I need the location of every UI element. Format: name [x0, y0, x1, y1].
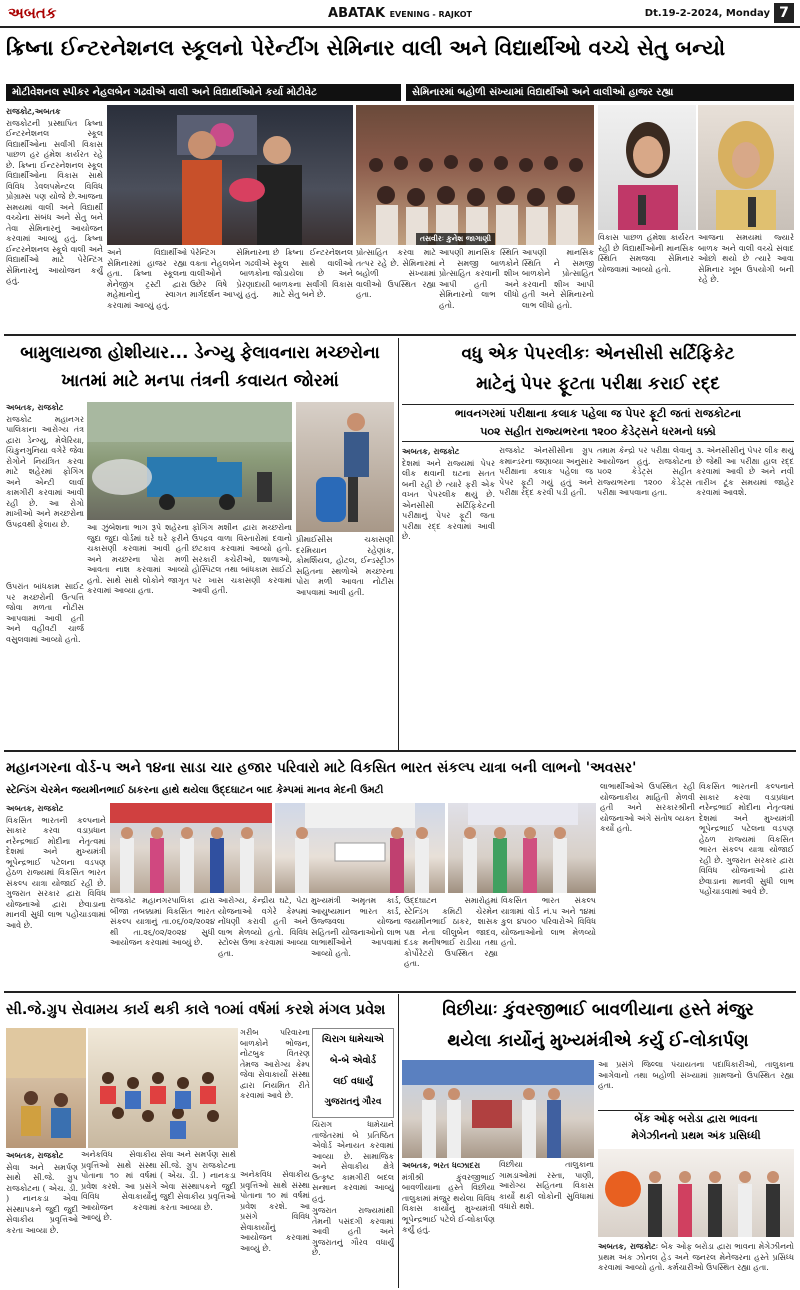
story4-col6: [501, 896, 596, 988]
story4-col2: [110, 896, 215, 988]
story1-col3: [190, 248, 270, 332]
story5-body1: સેવા અને સમર્પણ સાથે સી.જે. ગ્રુપ રાજકોટના ( એચ. ડી. ) નાનકડા એવા સંસ્થાપકને જુદી જુદી સેવાકીય પ્રવૃત્તિઓ કરતા આવ્યા છે.: [6, 1162, 78, 1235]
story3-subhead-line2: ૫૦૨ સહીત રાજ્યભરના ૧૨૦૦ કેડેટ્સને ધરમનો ધક્કો: [480, 425, 716, 438]
story3-col2: [499, 446, 593, 744]
story5-col-top: [240, 1028, 310, 1168]
story6-body2: આ પ્રસંગે જિલ્લા પંચાયતના પદાધિકારીઓ, તાલુકાના આગેવાનો તથા બહોળી સંખ્યામાં ગ્રામજનો ઉપસ્થિત રહ્યા હતા.: [598, 1060, 794, 1090]
story1-col5: [356, 248, 436, 332]
story2-headline-box: [6, 339, 394, 399]
story1-body4: છે ક્રિષ્ના ઈન્ટરનેશનલ સ્કૂલ સાથે વાલીઓ જોડાયેલા છે અને બાળકના સર્વાંગી વિકાસ માટે સેતુ બને છે.: [273, 248, 353, 299]
story1-body2: અને વિદ્યાર્થીઓ સેમિનારમાં હાજર રહ્યા હતા. ક્રિષ્ના સ્કૂલના મેનેજીંગ ટ્રસ્ટી દ્વારા મહેમાનોનું સ્વાગત કરવામાં આવ્યું હતું.: [107, 248, 187, 310]
audience-photo: [356, 105, 594, 245]
cj-group-photo-2: [88, 1028, 238, 1148]
story4-col8: [699, 782, 794, 988]
story1-subhead-right: સેમિનારમાં બહોળી સંખ્યામાં વિદ્યાર્થીઓ અને વાલીઓ હાજર રહ્યા: [406, 84, 794, 101]
story2-body5: પ્રીમાઈસીસ ચકાસણી દરમિયાન રહેણાંક, કોમર્શિયલ, હોટલ, ઈન્ડસ્ટ્રીઝ સહિતના સ્થળોએ મચ્છરના પોરા મળી આવતા નોટીસ આપવામાં આવી હતી.: [296, 535, 394, 597]
award-line3: લઈ વધાર્યું: [333, 1076, 373, 1087]
bank-logo-icon: [605, 1171, 641, 1207]
paper-title: ABATAK: [328, 6, 386, 21]
story4-col1: [6, 803, 106, 988]
story6-body1: મંત્રીશ્રી કુંવરજીભાઈ બાવળીયાના હસ્તે વિછીયા તાલુકામાં મંજુર થયેલા વિવિધ વિકાસ કાર્યોનું મુખ્યમંત્રી ભૂપેન્દ્રભાઈ પટેલે ઈ-લોકાર્પણ કર્યું હતું.: [402, 1172, 495, 1234]
story5-col1: [6, 1150, 78, 1288]
story4-body1: વિકસિત ભારતની કલ્પનાને સાકાર કરવા વડાપ્રધાન નરેન્દ્રભાઈ મોદીના નેતૃત્વમાં દેશમાં અને મુખ્યમંત્રી ભૂપેન્દ્રભાઈ પટેલના વડપણ હેઠળ રાજ્યમાં વિકસિત ભારત સંકલ્પ યાત્રા યોજાઈ રહી છે. ગુજરાત સરકાર દ્વારા વિવિધ યોજનાઓ દ્વારા છેવાડાના માનવી સુધી લાભ પહોંચાડવામાં આવે છે.: [6, 815, 106, 930]
story5-body2: અનેકવિધ સેવાકીય પ્રવૃત્તિઓ સાથે સંસ્થા પોતાના ૧૦ માં વર્ષમાં પ્રવેશ કરશે. આ પ્રસંગે વિવિધ સેવાકાર્યોનું આયોજન કરવામાં આવ્યું છે.: [81, 1150, 157, 1222]
camp-photo-3: [448, 803, 596, 893]
story7-dateline: અબતક, રાજકોટઃ: [598, 1241, 659, 1251]
story2-body2: આ ઝુંબેશના ભાગ રૂપે શહેરના જુદા જુદા વોર્ડમાં ઘરે ઘરે ફરીને ચકાસણી કરવામાં આવી હતી અને મચ્છરના પોરા મળી આવતા નાશ કરવામાં આવ્યો હતો. સાથે સાથે લોકોને જાગૃત કરવામાં આવ્યા હતા.: [87, 523, 189, 595]
story3-body2: રાજકોટ એનસીસીના ગ્રુપ કમાન્ડરના જણાવ્યા અનુસાર પરીક્ષાના કલાક પહેલા જ પેપર ફૂટી ગયું હતું અને પરીક્ષા રદ્દ કરવી પડી હતી.: [499, 446, 593, 497]
story2-body1: રાજકોટ મહાનગર પાલિકાના આરોગ્ય તંત્ર દ્વારા ડેન્ગ્યુ, મેલેરિયા, ચિકુનગુનિયા વગેરે જેવા રોગોને નિયંત્રિત કરવા માટે શહેરમાં ફોગિંગ અને એન્ટી લાર્વા કામગીરી કરવામાં આવી રહી છે. આ રોગો માખીઓ અને મચ્છરોના ઉપદ્રવથી ફેલાય છે.: [6, 414, 84, 529]
story4-body3: આરોગ્ય, કેન્દ્રીય ઘટે, પેટા યોજનાઓ વગેરે કેમ્પમાં નોંધણી કરાવી હતી અને લાભ મેળવ્યો હતો. વિવિધ સ્ટોલ્સ ઉભા કરવામાં આવ્યા હતા.: [218, 896, 308, 958]
story4-col7: [600, 782, 695, 988]
cj-group-2-figures: [88, 1028, 238, 1148]
spraying-worker-figure: [296, 402, 394, 532]
vichhiya-event-photo: [402, 1060, 594, 1158]
story2-body4: ઉપરાંત બાંધકામ સાઈટ પર મચ્છરોની ઉત્પત્તિ જોવા મળતા નોટીસ આપવામાં આવી હતી અને વહીવટી ચાર્જ વસુલવામાં આવ્યો હતો.: [6, 582, 84, 644]
story5-dateline: અબતક, રાજકોટ: [6, 1150, 64, 1160]
story4-col3: [218, 896, 308, 988]
story3-body3: તમામ કેન્દ્રો પર પરીક્ષા લેવાનું આયોજન હતું. રાજકોટના ૫૦૨ કેડેટ્સ સહીત રાજ્યભરના ૧૨૦૦ કેડેટ્સ પરીક્ષા આપવાના હતા.: [597, 446, 692, 497]
story1-dateline: રાજકોટ,અબતક: [6, 106, 61, 116]
story4-body7: લાભાર્થીઓએ ઉપસ્થિત રહી યોજનાકીય માહિતી મેળવી હતી અને સરકારશ્રીની યોજનાઓ અંગે સંતોષ વ્યક્ત કર્યો હતો.: [600, 782, 695, 833]
story4-body1b: વિકસિત ભારતની કલ્પનાને સાકાર કરવા વડાપ્રધાન નરેન્દ્રભાઈ મોદીના નેતૃત્વમાં દેશમાં અને મુખ્યમંત્રી ભૂપેન્દ્રભાઈ પટેલના વડપણ હેઠળ રાજ્યમાં વિકસિત ભારત સંકલ્પ યાત્રા યોજાઈ રહી છે. ગુજરાત સરકાર દ્વારા વિવિધ યોજનાઓ દ્વારા છેવાડાના માનવી સુધી લાભ પહોંચાડવામાં આવે છે.: [699, 782, 794, 896]
story2-headline-line2: ખાતમાં માટે મનપા તંત્રની કવાયત જોરમાં: [61, 371, 339, 391]
story6-headline-line2: થયેલા કાર્યોનું મુખ્યમંત્રીએ કર્યુ ઈ-લોકાર્પણ: [447, 1031, 749, 1051]
story6-headline-line1: વિછીયાઃ કુંવરજીભાઈ બાવળીયાના હસ્તે મંજુર: [442, 1000, 754, 1020]
story1-col1: [6, 106, 103, 332]
story1-body6: આપણી માનસિક સ્થિતિ ને સમજી બાળકોને પ્રોત્સાહિત કરવાની શીખ આપી હતી અને સેમિનારનો લાભ લીધો હતો.: [439, 248, 519, 310]
camp-photo-1: [110, 803, 272, 893]
story2-body3: ફોગિંગ મશીન દ્વારા મચ્છરોના ઉપદ્રવ વાળા વિસ્તારોમાં દવાનો છંટકાવ કરવામાં આવ્યો હતો. સરકારી કચેરીઓ, શાળાઓ, હોસ્પિટલ તથા બાંધકામ સાઈટો પર ખાસ ચકાસણી કરવામાં આવી હતી.: [192, 523, 292, 595]
story3-headline-line1: વધુ એક પેપરલીકઃ એનસીસી સર્ટિફિકેટ: [461, 344, 735, 364]
story5-col2: [81, 1150, 157, 1288]
story5-body4: ચિરાગ ધામેચાને તાજેતરમાં બે પ્રતિષ્ઠિત એવોર્ડ એનાયત કરવામાં આવ્યા છે. સામાજિક અને સેવાકીય ક્ષેત્રે ઉત્કૃષ્ટ કામગીરી બદલ સન્માન કરવામાં આવ્યું હતું.: [312, 1120, 394, 1203]
story1-col7: [522, 248, 594, 332]
story3-subhead-box: [402, 404, 794, 442]
story1-col4: [273, 248, 353, 332]
seminar-stage-photo: [107, 105, 353, 245]
fogging-truck-scene: [87, 402, 292, 520]
camp-photo-2: [275, 803, 445, 893]
story1-col8: [598, 233, 694, 332]
story7-headline-line1: બેંક ઓફ બરોડા દ્વારા ભાવના: [634, 1113, 758, 1125]
story3-dateline: અબતક, રાજકોટ: [402, 446, 460, 456]
story5-body1b: સેવા અને સમર્પણ સાથે સી.જે. ગ્રુપ રાજકોટના ( એચ. ડી. ) નાનકડા એવા સંસ્થાપકને જુદી જુદી સેવાકીય પ્રવૃત્તિઓ કરતા આવ્યા છે.: [160, 1150, 236, 1212]
spraying-worker-photo: [296, 402, 394, 532]
story3-headline-line2: માટેનું પેપર ફૂટતા પરીક્ષા કરાઈ રદ્દ: [476, 374, 720, 394]
story4-body2: રાજકોટ મહાનગરપાલિકા દ્વારા બીજા તબક્કામાં વિકસિત ભારત સંકલ્પ યાત્રાનું તા.૦૬/૦૨/૨૦૨૪ થી તા.૨૬/૦૨/૨૦૨૪ સુધી આયોજન કરવામાં આવ્યું છે.: [110, 896, 215, 947]
story2-col1b: [6, 582, 84, 742]
camp-1-figures: [110, 803, 272, 893]
story1-body6b: આપણી માનસિક સ્થિતિ ને સમજી બાળકોને પ્રોત્સાહિત કરવાની શીખ આપી હતી અને સેમિનારનો લાભ લીધો હતો.: [522, 248, 594, 310]
story4-body4: મુખ્યમંત્રી અમૃતમ કાર્ડ, આયુષ્યમાન ભારત કાર્ડ, ઉજ્જવલા યોજના સહિતની યોજનાઓનો લાભ લાભાર્થીઓને આપવામાં આવ્યો હતો.: [311, 896, 401, 958]
story5-headline: સી.જે.ગ્રુપ સેવામય કાર્ય થકી કાલે ૧૦માં વર્ષમાં કરશે મંગલ પ્રવેશ: [6, 1002, 386, 1018]
award-line2: બે-બે એવોર્ડ: [329, 1055, 377, 1066]
story3-col4: [696, 446, 794, 744]
story5-col4: [240, 1170, 310, 1288]
story5-col3: [160, 1150, 236, 1288]
story7-body1: બેંક ઓફ બરોડા દ્વારા ભાવના મેગેઝીનનો પ્રથમ અંક ઝોનલ હેડ અને જનરલ મેનેજરના હસ્તે પ્રસિધ્ધ કરવામાં આવ્યો હતો. કર્મચારીઓ ઉપસ્થિત રહ્યા હતા.: [598, 1242, 794, 1272]
story1-body8: આજના સમયમાં જ્યારે બાળક અને વાલી વચ્ચે સંવાદ ઓછો થયો છે ત્યારે આવા સેમિનાર ખૂબ ઉપયોગી બની રહે છે.: [698, 233, 794, 284]
story4-body6: વિકસિત ભારત સંકલ્પ યાત્રામાં વોર્ડ નં.૫ અને ૧૪માં કુલ ૪૫૦૦ પરિવારોએ વિવિધ યોજનાઓનો લાભ મેળવ્યો હતો.: [501, 896, 596, 947]
story2-col2: [87, 523, 189, 743]
story6-body3: વિછીયા તાલુકાના ગામડાઓમાં રસ્તા, પાણી, આરોગ્ય સહિતના વિકાસ કાર્યો થકી લોકોની સુવિધામાં વધારો થશે.: [499, 1160, 594, 1211]
audience-crowd: [356, 105, 594, 245]
story7-headline-line2: મેગેઝીનનો પ્રથમ અંક પ્રસિધ્ધી: [631, 1130, 761, 1142]
story1-headline: ક્રિષ્ના ઈન્ટરનેશનલ સ્કૂલનો પેરેન્ટીંગ સેમિનાર વાલી અને વિદ્યાર્થીઓ વચ્ચે સેતુ બન્યો: [6, 36, 726, 60]
story4-col5: [404, 896, 498, 988]
camp-3-figures: [448, 803, 596, 893]
story1-col2: [107, 248, 187, 332]
divider-1: [4, 334, 796, 336]
bank-of-baroda-scene: [598, 1149, 794, 1237]
divider-4: [4, 991, 796, 993]
bank-of-baroda-photo: [598, 1149, 794, 1237]
story6-col1: [402, 1160, 495, 1288]
story6-col2: [499, 1160, 594, 1288]
award-box: [312, 1028, 394, 1118]
speaker-photo-1: [598, 105, 696, 230]
story6-dateline: અબતક, ભરત ધવ્ઝાદરા: [402, 1160, 481, 1170]
masthead: [0, 0, 800, 28]
story1-body5: પ્રોત્સાહિત કરવા માટે તત્પર રહે છે. સેમિનારમાં બહોળી સંખ્યામાં વાલીઓ ઉપસ્થિત રહ્યા હતા.: [356, 248, 436, 299]
fogging-photo: [87, 402, 292, 520]
story1-body3: પેરેન્ટિંગ સેમિનારના વક્તા નેહલબેન ગઢવીએ વાલીઓને બાળકોના ઉછેર વિષે પ્રેરણાદાયી માર્ગદર્શન આપ્યું હતું.: [190, 248, 270, 299]
story7-text: [598, 1241, 794, 1289]
story1-col6: [439, 248, 519, 332]
story6-headline-box: [402, 995, 794, 1057]
cj-group-photo-1: [6, 1028, 86, 1148]
story6-col-right: [598, 1060, 794, 1108]
vertical-divider-5: [398, 994, 399, 1288]
story3-subhead-line1: ભાવનગરમાં પરીક્ષાના કલાક પહેલા જ પેપર ફૂટી જતાં રાજકોટના: [454, 407, 742, 420]
newspaper-logo: અબતક: [8, 4, 57, 22]
story1-subhead-left: મોટીવેશનલ સ્પીકર નેહલબેન ગઢવીએ વાલી અને વિદ્યાર્થીઓને કર્યા મોટીવેટ: [6, 84, 401, 101]
cj-group-1-figures: [6, 1028, 86, 1148]
story4-subhead: સ્ટેન્ડિંગ ચેરમેન જયમીનભાઈ ઠાકરના હાથે થયેલા ઉદ્દઘાટન બાદ કેમ્પમાં માનવ મેદની ઉમટી: [6, 785, 384, 796]
story5-body2b: અનેકવિધ સેવાકીય પ્રવૃત્તિઓ સાથે સંસ્થા પોતાના ૧૦ માં વર્ષમાં પ્રવેશ કરશે. આ પ્રસંગે વિવિધ સેવાકાર્યોનું આયોજન કરવામાં આવ્યું છે.: [240, 1170, 310, 1253]
story3-col1: [402, 446, 495, 744]
story4-body5: ઉદ્દઘાટન સમારોહમાં સ્ટેન્ડિંગ કમિટી ચેરમેન જયમીનભાઈ ઠાકર, શાસક પક્ષ નેતા લીલુબેન જાદવ, દંડક મનીષભાઈ રાડીયા તથા કોર્પોરેટરો ઉપસ્થિત રહ્યા હતા.: [404, 896, 498, 968]
divider-3: [4, 750, 796, 752]
story4-headline: મહાનગરના વોર્ડ-૫ અને ૧૪ના સાડા ચાર હજાર પરિવારો માટે વિકસિત ભારત સંકલ્પ યાત્રા બની લાભનો 'અવસર': [6, 760, 637, 776]
story3-body1: દેશમાં અને રાજ્યમાં પેપર લીક થવાની ઘટના સતત બની રહી છે ત્યારે ફરી એક વખત પેપરલીક થયું છે. એનસીસી સર્ટિફિકેટની પરીક્ષાનું પેપર ફૂટી જતા પરીક્ષા રદ્દ કરવામાં આવી છે.: [402, 458, 495, 541]
speaker-1-figure: [598, 105, 696, 230]
story1-body1: રાજકોટની પ્રસ્થાપિત ક્રિષ્ના ઈન્ટરનેશનલ સ્કૂલ વિદ્યાર્થીઓના સર્વાંગી વિકાસ પાછળ હર હંમેશ કાર્યરત રહે છે. ક્રિષ્ના ઈન્ટરનેશનલ સ્કૂલ વિદ્યાર્થીઓના વિકાસ સાથે વિવિધ ડેવલપમેન્ટલ વિવિધ પ્રોગ્રામ્સ પણ યોજે છે.આજના સમયમાં વાલી અને વિદ્યાર્થી વચ્ચેના સંબંધ અને સેતુ બને તેવા સેમિનારનું આયોજન કરવામાં આવ્યું હતું. ક્રિષ્ના ઈન્ટરનેશનલ સ્કૂલે વાલી અને વિદ્યાર્થીઓ માટે પેરેન્ટિંગ સેમિનારનું આયોજન કર્યું હતું.: [6, 118, 103, 285]
story2-headline-line1: બામુલાયજા હોશીયાર... ડેન્ગ્યુ ફેલાવનારા મચ્છરોના: [20, 343, 380, 363]
story3-col3: [597, 446, 692, 744]
vichhiya-event-figures: [402, 1060, 594, 1158]
story2-dateline: અબતક, રાજકોટ: [6, 402, 64, 412]
story7-box: [598, 1110, 794, 1288]
story4-dateline: અબતક, રાજકોટ: [6, 803, 64, 813]
speaker-2-figure: [698, 105, 794, 230]
award-line4: ગુજરાતનું ગૌરવ: [324, 1097, 382, 1107]
story2-col3: [192, 523, 292, 743]
camp-2-figures: [275, 803, 445, 893]
page-number: 7: [774, 3, 794, 23]
story1-body7: વિકાસ પાછળ હંમેશા કાર્યરત રહી છે વિદ્યાર્થીઓની માનસિક સ્થિતિ સમજવા સેમિનાર યોજવામાં આવ્યો હતો.: [598, 233, 694, 274]
story2-col1: [6, 402, 84, 580]
story5-body5: ગુજરાત રાજ્યમાંથી તેમની પસંદગી કરવામાં આવી હતી અને ગુજરાતનું ગૌરવ વધાર્યું છે.: [312, 1206, 394, 1257]
story3-headline-box: [402, 339, 794, 401]
seminar-stage-figures: [107, 105, 353, 245]
award-line1: ચિરાગ ધામેચાએ: [322, 1034, 384, 1045]
story2-col4: [296, 535, 394, 743]
story4-col4: [311, 896, 401, 988]
speaker-photo-2: [698, 105, 794, 230]
issue-date: Dt.19-2-2024, Monday: [644, 8, 770, 19]
story3-body4: ૩. એનસીસીનું પેપર લીક થયું છે જેથી આ પરીક્ષા હાલ રદ્દ કરવામાં આવી છે અને નવી તારીખ ટૂંક સમયમાં જાહેર કરવામાં આવશે.: [696, 446, 794, 497]
photo-credit: તસવીરઃ કુનેશ જાગાણી: [416, 233, 495, 245]
story1-col9: [698, 233, 794, 332]
vertical-divider-2: [398, 338, 399, 750]
story5-body3: ગરીબ પરિવારના બાળકોને ભોજન, નોટબુક વિતરણ તેમજ આરોગ્ય કેમ્પ જેવા સેવાકાર્યો સંસ્થા દ્વારા નિયમિત રીતે કરવામાં આવે છે.: [240, 1028, 310, 1100]
story5-award-body: [312, 1120, 394, 1288]
edition-label: EVENING - RAJKOT: [389, 10, 472, 19]
